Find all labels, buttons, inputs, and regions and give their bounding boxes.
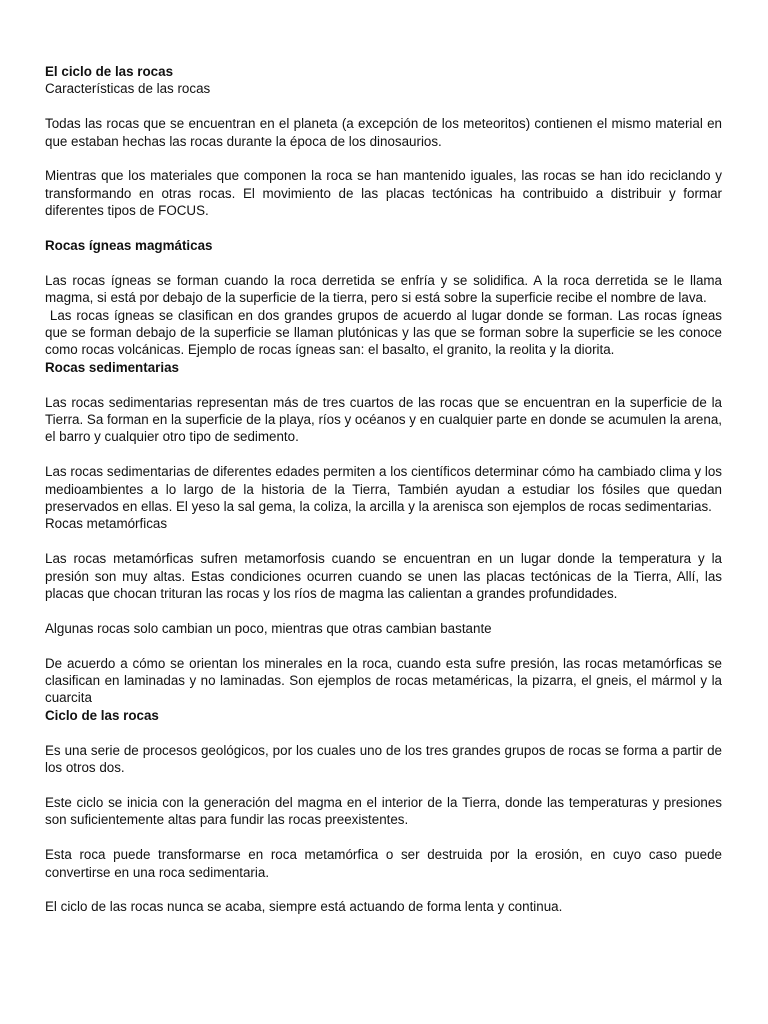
igneas-heading: Rocas ígneas magmáticas: [45, 238, 213, 254]
ciclo-paragraph-4: El ciclo de las rocas nunca se acaba, siempre está actuando de forma lenta y continua.: [45, 899, 563, 915]
spacer: [45, 220, 722, 237]
metamorficas-paragraph-3: De acuerdo a cómo se orientan los minerales en la roca, cuando esta sufre presión, las rocas metamórficas se clasifican en laminadas y no laminadas. Son ejemplos de rocas metaméricas, la pizarra, el gneis, el mármol y la cuarcita: [45, 655, 722, 706]
spacer: [45, 376, 722, 393]
metamorficas-heading: Rocas metamórficas: [45, 516, 168, 532]
document-title: El ciclo de las rocas: [45, 64, 174, 79]
spacer: [45, 98, 722, 115]
intro-paragraph-1: Todas las rocas que se encuentran en el planeta (a excepción de los meteoritos) contienen el mismo material en que estaban hechas las rocas durante la época de los dinosaurios.: [45, 116, 722, 149]
spacer: [45, 829, 722, 846]
metamorficas-paragraph-2: Algunas rocas solo cambian un poco, mientras que otras cambian bastante: [45, 620, 492, 636]
spacer: [45, 777, 722, 794]
spacer: [45, 881, 722, 898]
intro-paragraph-2: Mientras que los materiales que componen la roca se han mantenido iguales, las rocas se han ido reciclando y transformando en otras rocas. El movimiento de las placas tectónicas ha contribuido a distribuir y formar diferentes tipos de FOCUS.: [45, 168, 722, 219]
ciclo-paragraph-3: Esta roca puede transformarse en roca metamórfica o ser destruida por la erosión, en cuyo caso puede convertirse en una roca sedimentaria.: [45, 847, 722, 880]
sedimentarias-paragraph-1: Las rocas sedimentarias representan más de tres cuartos de las rocas que se encuentran en la superficie de la Tierra. Sa forman en la superficie de la playa, ríos y océanos y en cualquier parte en donde se acumulen la arena, el barro y cualquier otro tipo de sedimento.: [45, 394, 722, 445]
ciclo-paragraph-1: Es una serie de procesos geológicos, por los cuales uno de los tres grandes grupos de rocas se forma a partir de los otros dos.: [45, 742, 722, 776]
sedimentarias-paragraph-2: Las rocas sedimentarias de diferentes edades permiten a los científicos determinar cómo ha cambiado clima y los medioambientes a lo largo de la historia de la Tierra, También ayudan a estudiar los fósiles que quedan preservados en ellas. El yeso la sal gema, la coliza, la arcilla y la arenisca son ejemplos de rocas sedimentarias.: [45, 464, 722, 515]
spacer: [45, 150, 722, 167]
spacer: [45, 446, 722, 463]
ciclo-paragraph-2: Este ciclo se inicia con la generación del magma en el interior de la Tierra, donde las temperaturas y presiones son suficientemente altas para fundir las rocas preexistentes.: [45, 794, 722, 828]
ciclo-heading: Ciclo de las rocas: [45, 707, 159, 723]
spacer: [45, 724, 722, 741]
igneas-paragraph-2: Las rocas ígneas se clasifican en dos grandes grupos de acuerdo al lugar donde se forman. Las rocas ígneas que se forman debajo de la superficie se llaman plutónicas y las que se forman sobre la superficie se les conoce como rocas volcánicas. Ejemplo de rocas ígneas san: el basalto, el granito, la reolita y la diorita.: [45, 307, 726, 358]
spacer: [45, 637, 722, 654]
spacer: [45, 602, 722, 619]
metamorficas-paragraph-1: Las rocas metamórficas sufren metamorfosis cuando se encuentran en un lugar donde la temperatura y la presión son muy altas. Estas condiciones ocurren cuando se unen las placas tectónicas de la Tierra, Allí, las placas que chocan trituran las rocas y los ríos de magma las calientan a grandes profundidades.: [45, 551, 722, 602]
spacer: [45, 533, 722, 550]
spacer: [45, 254, 722, 271]
document-subtitle: Características de las rocas: [45, 81, 211, 97]
sedimentarias-heading: Rocas sedimentarias: [45, 359, 179, 375]
igneas-paragraph-1: Las rocas ígneas se forman cuando la roca derretida se enfría y se solidifica. A la roca derretida se le llama magma, si está por debajo de la superficie de la tierra, pero si está sobre la superficie recibe el nombre de lava.: [45, 272, 722, 306]
document-page: [45, 63, 726, 916]
